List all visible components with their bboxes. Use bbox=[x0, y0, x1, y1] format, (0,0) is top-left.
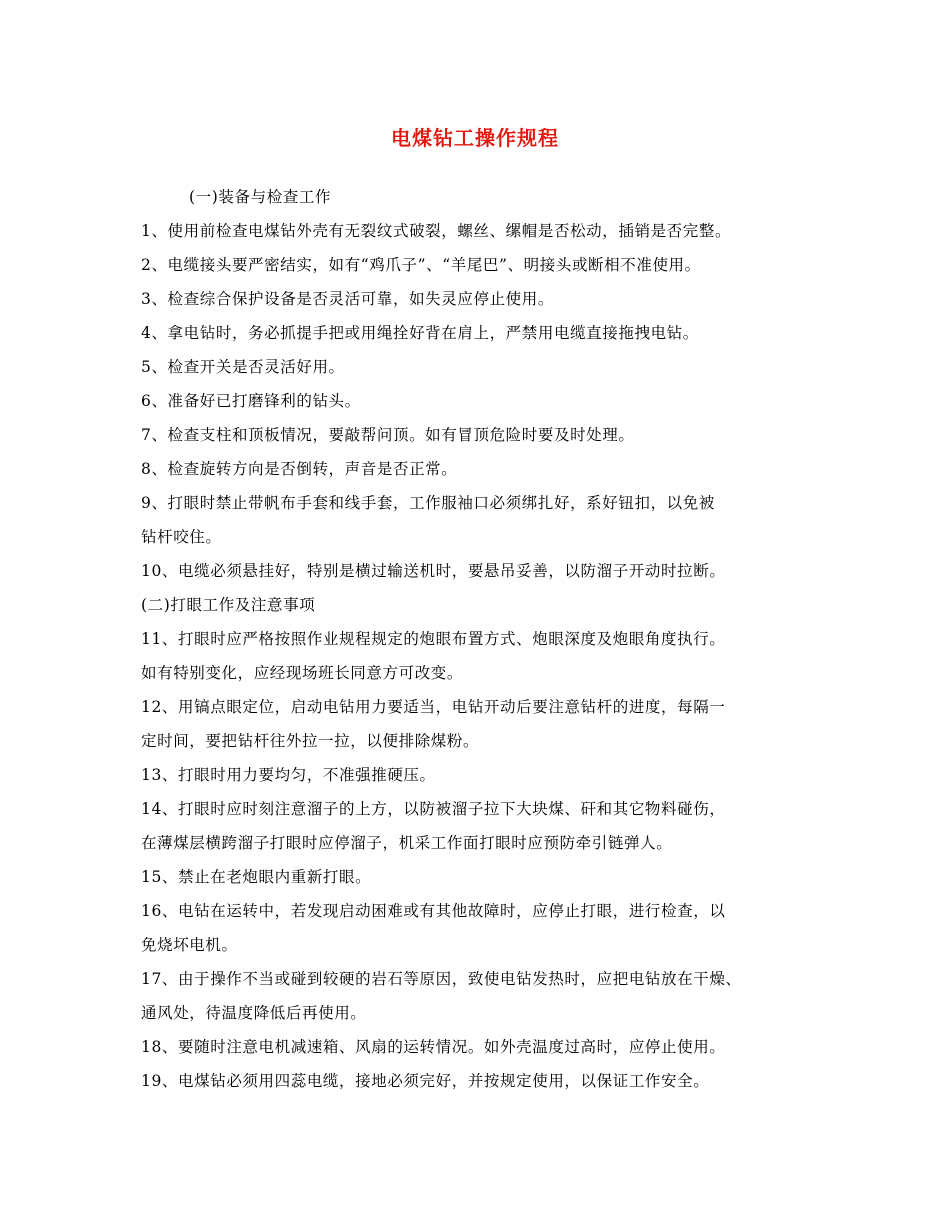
section-heading-equipment-check: (一)装备与检查工作 bbox=[189, 188, 332, 206]
rule-17-line-1: 17、由于操作不当或碰到较硬的岩石等原因，致使电钻发热时，应把电钻放在干燥、 bbox=[141, 970, 742, 988]
rule-17-line-2: 通风处，待温度降低后再使用。 bbox=[141, 1004, 367, 1022]
rule-7: 7、检查支柱和顶板情况，要敲帮问顶。如有冒顶危险时要及时处理。 bbox=[141, 426, 635, 444]
rule-12-line-1: 12、用镐点眼定位，启动电钻用力要适当，电钻开动后要注意钻杆的进度，每隔一 bbox=[141, 698, 726, 716]
section-heading-drilling: (二)打眼工作及注意事项 bbox=[141, 596, 316, 614]
rule-2: 2、电缆接头要严密结实，如有“鸡爪子”、“羊尾巴”、明接头或断相不准使用。 bbox=[141, 256, 701, 274]
rule-6: 6、准备好已打磨锋利的钻头。 bbox=[141, 392, 361, 410]
rule-19: 19、电煤钻必须用四蕊电缆，接地必须完好，并按规定使用，以保证工作安全。 bbox=[141, 1072, 710, 1090]
document-body bbox=[141, 180, 831, 1098]
rule-16-line-2: 免烧坏电机。 bbox=[141, 936, 238, 954]
rule-16-line-1: 16、电钻在运转中，若发现启动困难或有其他故障时，应停止打眼，进行检查，以 bbox=[141, 902, 726, 920]
rule-3: 3、检查综合保护设备是否灵活可靠，如失灵应停止使用。 bbox=[141, 290, 554, 308]
rule-13: 13、打眼时用力要均匀，不准强推硬压。 bbox=[141, 766, 436, 784]
rule-1: 1、使用前检查电煤钻外壳有无裂纹式破裂，螺丝、缧帽是否松动，插销是否完整。 bbox=[141, 222, 732, 240]
rule-11-line-2: 如有特别变化，应经现场班长同意方可改变。 bbox=[141, 664, 464, 682]
document-title: 电煤钻工操作规程 bbox=[391, 126, 559, 150]
rule-5: 5、检查开关是否灵活好用。 bbox=[141, 358, 345, 376]
rule-11-line-1: 11、打眼时应严格按照作业规程规定的炮眼布置方式、炮眼深度及炮眼角度执行。 bbox=[141, 630, 726, 648]
rule-10: 10、电缆必须悬挂好，特别是横过输送机时，要悬吊妥善，以防溜子开动时拉断。 bbox=[141, 562, 726, 580]
rule-14-line-1: 14、打眼时应时刻注意溜子的上方，以防被溜子拉下大块煤、矸和其它物料碰伤， bbox=[141, 800, 726, 818]
rule-12-line-2: 定时间，要把钻杆往外拉一拉，以便排除煤粉。 bbox=[141, 732, 480, 750]
rule-15: 15、禁止在老炮眼内重新打眼。 bbox=[141, 868, 372, 886]
rule-9-line-1: 9、打眼时禁止带帆布手套和线手套，工作服袖口必须绑扎好，系好钮扣，以免被 bbox=[141, 494, 715, 512]
rule-4: 4、拿电钻时，务必抓提手把或用绳拴好背在肩上，严禁用电缆直接拖拽电钻。 bbox=[141, 324, 699, 342]
rule-8: 8、检查旋转方向是否倒转，声音是否正常。 bbox=[141, 460, 458, 478]
rule-14-line-2: 在薄煤层横跨溜子打眼时应停溜子，机采工作面打眼时应预防牵引链弹人。 bbox=[141, 834, 673, 852]
rule-18: 18、要随时注意电机减速箱、风扇的运转情况。如外壳温度过高时，应停止使用。 bbox=[141, 1038, 726, 1056]
rule-9-line-2: 钻杆咬住。 bbox=[141, 528, 222, 546]
